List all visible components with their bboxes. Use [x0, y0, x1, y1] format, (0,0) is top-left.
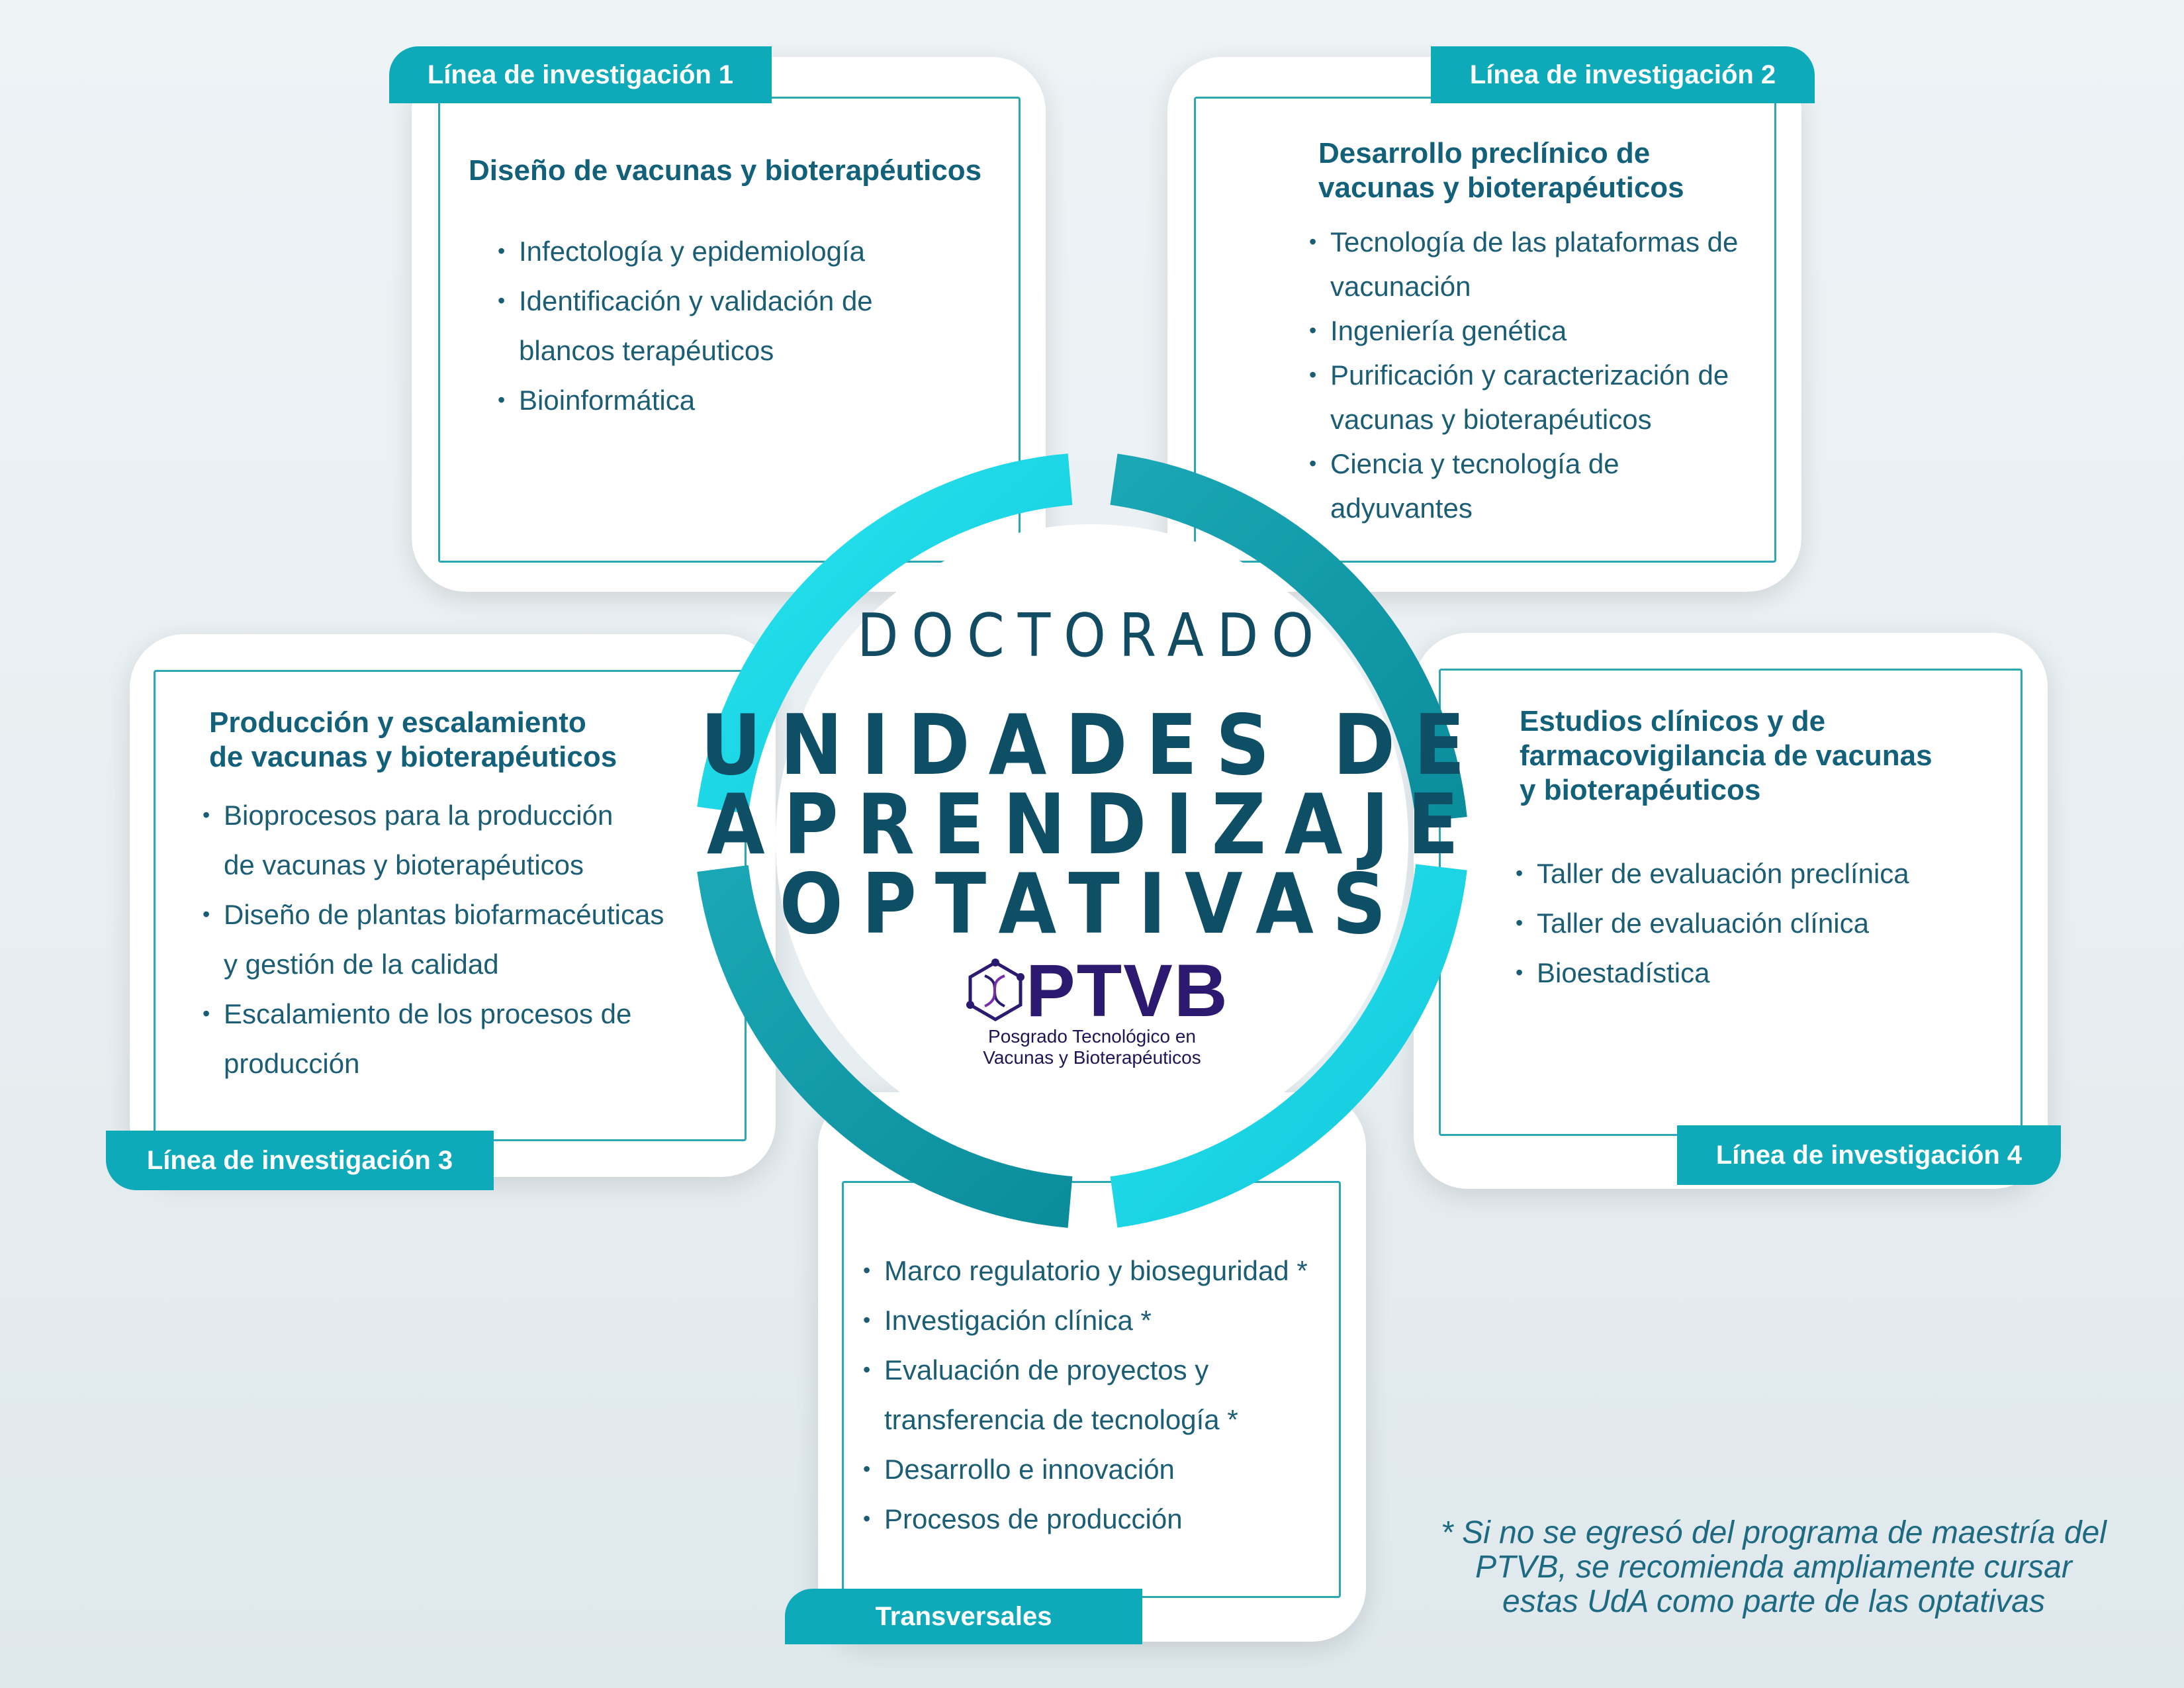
tab-line-2: Línea de investigación 2: [1431, 46, 1815, 103]
card-line-2-title-l1: Desarrollo preclínico de: [1318, 137, 1651, 169]
card-line-3-title-l2: de vacunas y bioterapéuticos: [209, 741, 617, 773]
list-item: • Ciencia y tecnología de: [1309, 442, 1759, 486]
card-line-2-title-l2: vacunas y bioterapéuticos: [1318, 171, 1684, 204]
card-line-4-title-l1: Estudios clínicos y de: [1520, 705, 1826, 737]
logo-subtitle-1: Posgrado Tecnológico en: [988, 1026, 1196, 1047]
footnote-line-1: * Si no se egresó del programa de maestría del: [1441, 1515, 2107, 1550]
list-item: • Identificación y validación de: [498, 276, 987, 326]
card-line-4-title-l2: farmacovigilancia de vacunas: [1520, 739, 1933, 772]
list-item-continuation: producción: [224, 1048, 360, 1079]
card-line-3-title-l1: Producción y escalamiento: [209, 706, 586, 739]
list-item: • Escalamiento de los procesos de: [203, 989, 732, 1039]
footnote-line-3: estas UdA como parte de las optativas: [1502, 1584, 2045, 1619]
center-title-line-2: APRENDIZAJE: [706, 776, 1478, 873]
list-item: • Infectología y epidemiología: [498, 226, 987, 276]
list-item-continuation: y gestión de la calidad: [224, 949, 499, 980]
list-item: • Desarrollo e innovación: [863, 1444, 1340, 1494]
center-kicker: DOCTORADO: [857, 601, 1327, 671]
list-item: • Procesos de producción: [863, 1494, 1340, 1544]
list-item-continuation: transferencia de tecnología *: [884, 1404, 1238, 1435]
list-item: • Ingeniería genética: [1309, 308, 1759, 353]
footnote-line-2: PTVB, se recomienda ampliamente cursar: [1475, 1550, 2072, 1585]
molecule-icon: [965, 957, 1026, 1023]
list-item-continuation: de vacunas y bioterapéuticos: [224, 849, 584, 880]
list-item: • Purificación y caracterización de: [1309, 353, 1759, 397]
card-line-4-title-l3: y bioterapéuticos: [1520, 774, 1761, 806]
list-item-continuation: vacunas y bioterapéuticos: [1330, 404, 1652, 435]
list-item-continuation: blancos terapéuticos: [519, 335, 774, 366]
tab-line-4: Línea de investigación 4: [1677, 1125, 2061, 1185]
center-title-line-1: UNIDADES DE: [700, 696, 1484, 794]
logo-text: PTVB: [1026, 949, 1229, 1032]
list-item: • Diseño de plantas biofarmacéuticas: [203, 890, 732, 939]
center-title-line-3: OPTATIVAS: [779, 855, 1405, 953]
tab-line-3: Línea de investigación 3: [106, 1131, 494, 1190]
list-item-continuation: vacunación: [1330, 271, 1471, 302]
list-item: • Taller de evaluación preclínica: [1516, 849, 1992, 898]
list-item: • Bioestadística: [1516, 948, 1992, 998]
list-item: • Marco regulatorio y bioseguridad *: [863, 1246, 1340, 1295]
list-item: • Evaluación de proyectos y: [863, 1345, 1340, 1395]
tab-transversal: Transversales: [785, 1589, 1142, 1644]
list-item-continuation: adyuvantes: [1330, 492, 1473, 524]
footnote: [1390, 1516, 2158, 1619]
list-item: • Tecnología de las plataformas de: [1309, 220, 1759, 264]
ptvb-logo: [973, 949, 1229, 1072]
list-item: • Bioprocesos para la producción: [203, 790, 732, 840]
logo-subtitle-2: Vacunas y Bioterapéuticos: [983, 1047, 1201, 1068]
list-item: • Investigación clínica *: [863, 1295, 1340, 1345]
list-item: • Taller de evaluación clínica: [1516, 898, 1992, 948]
tab-line-1: Línea de investigación 1: [389, 46, 772, 103]
card-line-1-title: Diseño de vacunas y bioterapéuticos: [469, 154, 982, 187]
list-item: • Bioinformática: [498, 375, 987, 425]
